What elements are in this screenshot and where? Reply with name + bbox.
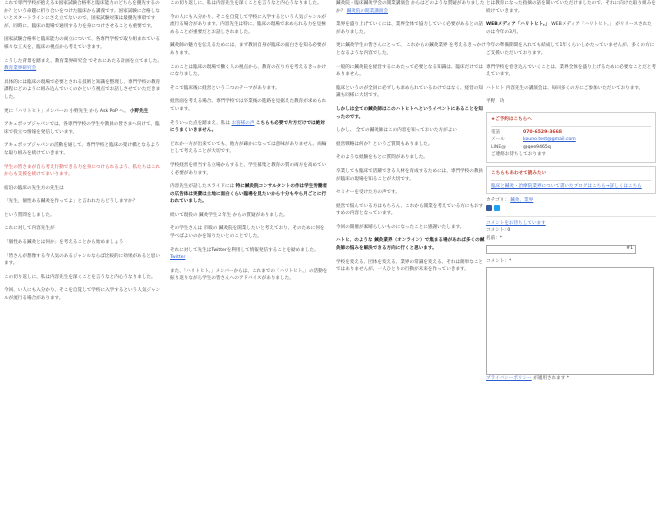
paragraph: どれか一方が出来ていても、他方が疎かになっては意味がありません。両輪として考えることが大切です。 [170, 141, 327, 155]
line-id[interactable]: @qee9465q [523, 144, 551, 150]
paragraph-text: 内容先生が話したスライドには [170, 184, 235, 190]
category-label: カテゴリ： [486, 198, 509, 204]
paragraph: アキュポップジャパンでは、各専門学校の学生や教員の皆さまへ向けて、臨床で役立つ情報を発信しています。 [4, 122, 160, 135]
paragraph: 学校を変える、団体を変える、業界の常識を変える。それは簡単なことではありませんが、一人ひとりの行動が未来を作っていきます。 [336, 259, 484, 273]
paragraph [486, 21, 656, 36]
paragraph: しかし、 全ての鍼灸師はこの内容を知っておいた方がよい [336, 128, 457, 134]
paragraph-text: こうした背景を踏まえ、教育業界研究会 でそれにあたる計画を立てました。 [4, 58, 162, 64]
privacy-suffix: が適用されます * [533, 376, 570, 382]
paragraph: その学生さんは 市販の 鍼灸院を開業したいと考えており、そのために何を学べばよいのかを知りたいとのことでした。 [170, 226, 325, 240]
article-column-2 [170, 0, 328, 289]
paragraph: この切り返しに、私は内容先生を深くことを言うなと内心うなりました。 [4, 274, 156, 280]
tel-number[interactable]: 070-6529-3668 [523, 129, 562, 135]
twitter-icon[interactable] [494, 205, 500, 211]
paragraph: これで専門学校が抱える①国家試験合格率と臨床能力のどちらを優先するのか？という命題に折り合いをつけた臨床から講義です。国家試験に合格しないとスタートラインにさえ立てないので、国家試験対策は最優先事項ですが、同時に、臨床の現場で通用する力を身につけさせることも重要です。 [4, 1, 160, 29]
paragraph: 学校経営を担当する立場からすると、学生募集と教育の質の両方を高めていく必要があります。 [170, 162, 327, 176]
bold-statement: ハトヒ、のような 鍼灸業界（オンライン）で集まる場があれば多くの鍼灸師の悩みを解決できる方向に行くと思います。 [336, 238, 485, 252]
link-customer-voice[interactable]: お客様の声 [231, 120, 255, 126]
link-education-study-group[interactable]: 教育業界研究会 [4, 66, 37, 72]
paragraph-text: 更に「ハリトヒト」メンバーの 小野先生 から Ask PoP へ。 [4, 108, 129, 114]
tel-label: 電話 [491, 129, 501, 135]
paragraph: また、「ハリトヒト。」メンバーからは、これまでの「ハリトヒト。」の活動を振り返りながら学生の皆さんへのアドバイスがありました。 [170, 268, 328, 282]
category-line [486, 197, 656, 205]
paragraph: 専門学校を巻き込んでいくことは、業界全体を盛り上げるために必要なことだと考えています。 [486, 64, 656, 78]
contact-row-tel [491, 129, 651, 137]
comment-heading[interactable]: コメントをお待ちしています [486, 220, 546, 226]
name-label: 名前：* [486, 235, 503, 241]
comment-textarea[interactable] [486, 267, 654, 375]
paragraph: 更に鍼灸学生の皆さんにとって、 これからの鍼灸業界 を考えるきっかけとなるような内容でした。 [336, 43, 486, 56]
line-label: LINE@ [491, 144, 506, 150]
paragraph: 業界を盛り上げていくには、業界全体で協力していく必要があるとの話がありました。 [336, 22, 484, 35]
related-reading-link[interactable]: 臨床と鍼灸・治療院業界について書いたブログはこちら→詳しくはこちら [491, 183, 642, 189]
paragraph [170, 247, 328, 262]
bold-statement: しかしは全ての鍼灸師はこのハトヒトへというイベントにあることを知ったのです。 [336, 106, 483, 120]
paragraph: ハトヒト 内容先生の講演会は、毎回多くの方にご参加いただいております。 [486, 85, 644, 91]
mail-label: メール [491, 137, 505, 143]
paragraph: 卒業しても臨床で活躍できる人材を育成するためには、専門学校の教員が臨床の現場を知ることが大切です。 [336, 168, 484, 182]
paragraph-text: そういった点を踏まえ、私は [170, 120, 230, 126]
name-input[interactable] [486, 245, 636, 254]
related-reading-title: こちらもあわせて読みたい [491, 170, 651, 181]
paragraph: 続いて現役の 鍼灸学生２年生 からの質疑がありました。 [170, 212, 288, 218]
paragraph: とは教育になった指摘の話を聞いていただけましたので、それに向けた取り組みを続けていきます。 [486, 1, 656, 14]
paragraph: 「先生、個性ある鍼灸を作ってよ」と言われたらどうしますか？ [4, 199, 138, 205]
bold-name: 小野先生 [129, 108, 149, 114]
mail-address[interactable]: kouno.test@gmail.com [523, 137, 576, 143]
divider [486, 216, 656, 217]
paragraph: アキュポップジャパンの活動を通して、専門学校と臨床の架け橋となるような取り組みを続けていきます。 [4, 143, 160, 156]
article-column-4 [486, 0, 656, 383]
paragraph: これに対して内容先生が [4, 226, 55, 232]
reservation-box [486, 112, 656, 163]
paragraph: という質問をしました。 [4, 212, 55, 218]
paragraph: 経営面を考える場合、専門学校では卒業後の進路を見据えた教育が求められています。 [170, 99, 327, 112]
comment-label: コメント：* [486, 258, 512, 264]
paragraph [170, 183, 328, 206]
paragraph: 「個性ある鍼灸とは何か」を考えることから始めましょう [4, 240, 124, 246]
paragraph: 今回、い人にも入分かり、そこを自覚して学校に入学するという人気ジャンルが流行る場合があります。 [4, 288, 161, 302]
link-twitter[interactable]: Twitter [170, 255, 186, 261]
related-reading-box [486, 166, 656, 194]
highlight-paragraph: 学生の皆さまが自ら考え行動できる力を身につけられるよう、私たちはこれからも支援を続けてまいります。 [4, 164, 161, 178]
paragraph-text: WEBメディア「ハリトヒト。」 がリリースされたのは今年の3月。 [486, 22, 652, 35]
author-signature: 平野 功 [486, 99, 505, 105]
comment-count: コメント: 0 [486, 228, 511, 234]
paragraph: 宿泊の臨床の先生方の先生は [4, 185, 64, 191]
category-link[interactable]: 鍼灸、業界 [510, 198, 534, 204]
paragraph-text: それに対して先生はTwitterを利用して情報発信することを勧めました。 [170, 247, 319, 253]
paragraph: そのような経験をもとに質問がありました。 [336, 155, 428, 161]
paragraph: 臨床というのが全員に必ずしも求められているわけではなく、経営の知識も同様に大切です。 [336, 85, 483, 99]
contact-row-line [491, 144, 651, 152]
paragraph: 鍼灸師の魅力を伝えるためには、まず教員自身が臨床の面白さを知る必要があります。 [170, 43, 327, 56]
paragraph [336, 0, 486, 15]
paragraph [170, 120, 328, 135]
paragraph: 今年の準備期間を入れても結成して1年くらいしかたっていませんが、多くの方にご支援いただいております。 [486, 43, 655, 56]
paragraph: そこで臨床後に経営という二つのテーマがあります。 [170, 85, 280, 91]
privacy-policy-link[interactable]: プライバシーポリシー [486, 376, 532, 382]
bold-media-name: WEBメディア「ハリトヒト。」 [486, 22, 550, 28]
bold-statement: こちらも必要で片方だけでは絶対にうまくいきません。 [170, 120, 325, 134]
paragraph-text: 鍼灸院・臨床鍼灸学会の開業講演会 からはどのような質疑がありましたか？ [336, 1, 485, 14]
paragraph: セミナーを受けた方の声です。 [336, 190, 400, 196]
reservation-note: ご連絡お待ちしております [491, 152, 547, 158]
share-icons [486, 205, 500, 211]
paragraph [4, 58, 164, 73]
reservation-title: ★ご予約はこちらへ [491, 116, 651, 127]
paragraph: 一般的に鍼灸院を経営するにあたって必要となる知識は、臨床だけではありません。 [336, 64, 484, 78]
paragraph: 国家試験合格率と臨床能力の両立について、各専門学校で取り組まれている様々な工夫を、臨床の視点から考えていきます。 [4, 37, 161, 50]
link-opening-lecture[interactable]: 鍼灸院の開業講演会 [346, 8, 389, 14]
privacy-line [486, 375, 656, 383]
paragraph: 今回の開催が素晴らしいものになったことに感謝いたします。 [336, 224, 465, 230]
paragraph: この切り返しに、私は内容先生を深くことを言うなと内心うなりました。 [170, 1, 322, 6]
paragraph: 「皆さんが想像する今人気のあるジャンルならば比較的に効果があると思います。 [4, 253, 160, 267]
paragraph: このことは臨床の現場で働く人の視点から、教育の在り方を考えるきっかけになりました。 [170, 64, 327, 78]
article-column-3 [336, 0, 486, 280]
paragraph: 具体的には臨床の現場で必要とされる技術と知識を整理し、専門学校の教育課程にどのように組み込んでいくのかという視点でお話しさせていただきました。 [4, 79, 161, 100]
article-column-1 [4, 0, 164, 309]
bold-statement: 特に鍼灸院コンサルタントの作は学生労働者の広告体は実費は土地に面白くらい臨場を見たいから十分もやら月ごとに行われていました。 [170, 184, 328, 205]
paragraph: 今の人にも入分かり、そこを自覚して学校に入学するという人気ジャンルが流行る場合があります。内容先生は特に、臨床の現場で求められる力を見極めることが重要だとお話しされました。 [170, 14, 326, 35]
paragraph [4, 108, 164, 116]
paragraph: 経営戦略は何か？というご質問もありました。 [336, 141, 433, 147]
facebook-icon[interactable] [486, 205, 492, 211]
contact-row-mail [491, 136, 651, 144]
paragraph: 経営で悩んでいる方はもちろん、これから開業を考えている方にもおすすめの内容となっています。 [336, 203, 484, 217]
name-counter: #1 [626, 246, 633, 252]
